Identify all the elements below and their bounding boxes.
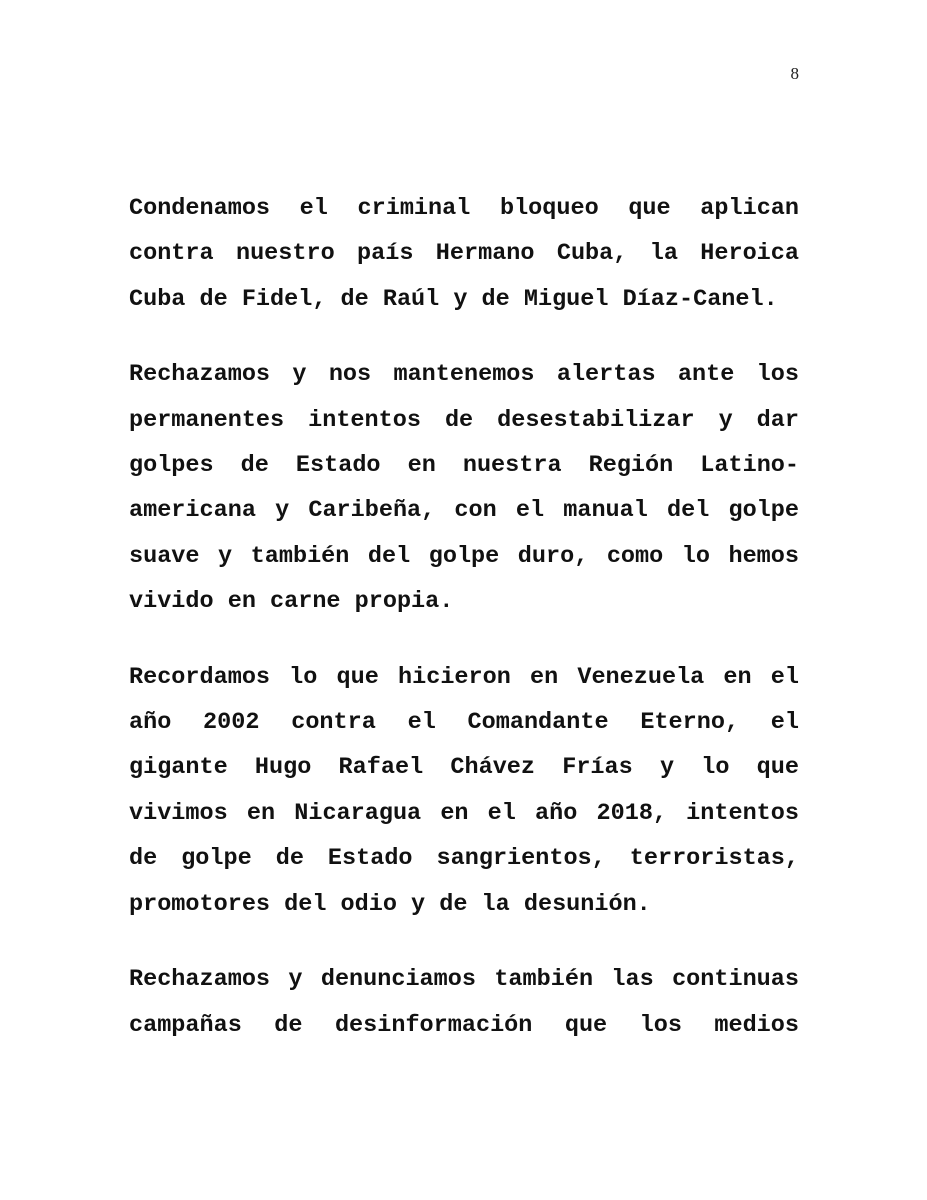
paragraph-coup-attempts: Recordamos lo que hicieron en Venezuela en el año 2002 contra el Comandante Eterno, el gigante Hugo Rafael Chávez Frías y lo que vivimos en Nicaragua en el año 2018, intentos de golpe de Estado sangrientos, terroristas, promotores del odio y de la desunión. [129,663,799,918]
paragraph-disinformation: Rechazamos y denunciamos también las continuas campañas de desinformación que los medios [129,966,799,1039]
document-body [129,186,799,1078]
page-number: 8 [790,64,799,83]
paragraph-destabilization: Rechazamos y nos mantenemos alertas ante los permanentes intentos de desestabilizar y dar golpes de Estado en nuestra Región Latino-americana y Caribeña, con el manual del golpe suave y también del golpe duro, como lo hemos vivido en carne propia. [129,361,799,616]
paragraph-cuba-blockade: Condenamos el criminal bloqueo que aplican contra nuestro país Hermano Cuba, la Heroica Cuba de Fidel, de Raúl y de Miguel Díaz-Canel. [129,195,799,313]
